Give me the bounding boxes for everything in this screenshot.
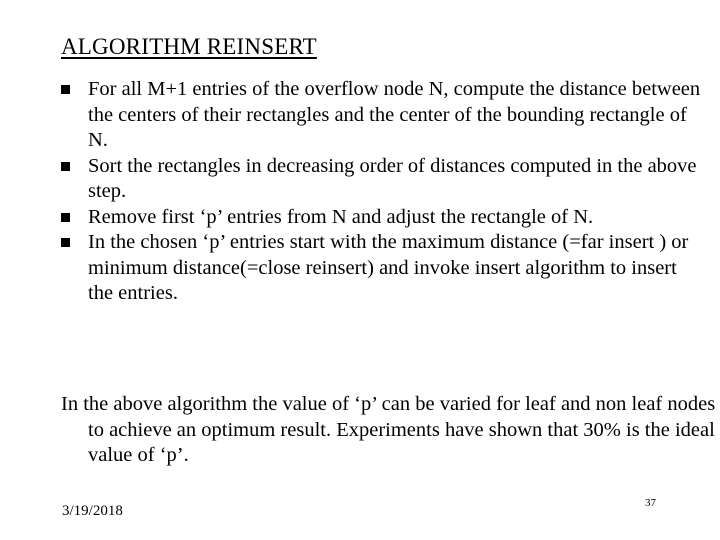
bullet-item [61, 230, 701, 307]
bullet-text: For all M+1 entries of the overflow node N, compute the distance between the centers of their rectangles and the center of the bounding rectangle of N. [88, 78, 701, 151]
note-paragraph: In the above algorithm the value of ‘p’ can be varied for leaf and non leaf nodes to achieve an optimum result. Experiments have shown that 30% is the ideal value of ‘p’. [61, 393, 716, 466]
bullet-item [61, 154, 701, 205]
square-bullet-icon [61, 238, 70, 247]
square-bullet-icon [61, 213, 70, 222]
bullet-list [61, 77, 701, 307]
slide-title: ALGORITHM REINSERT [61, 34, 317, 59]
bullet-text: In the chosen ‘p’ entries start with the maximum distance (=far insert ) or minimum distance(=close reinsert) and invoke insert algorithm to insert the entries. [88, 231, 689, 304]
bullet-item [61, 205, 701, 231]
bullet-item [61, 77, 701, 154]
square-bullet-icon [61, 85, 70, 94]
bullet-text: Remove first ‘p’ entries from N and adjust the rectangle of N. [88, 205, 594, 228]
bullet-text: Sort the rectangles in decreasing order of distances computed in the above step. [88, 154, 697, 202]
page-number: 37 [645, 497, 656, 509]
square-bullet-icon [61, 162, 70, 171]
footer-date: 3/19/2018 [62, 503, 123, 519]
